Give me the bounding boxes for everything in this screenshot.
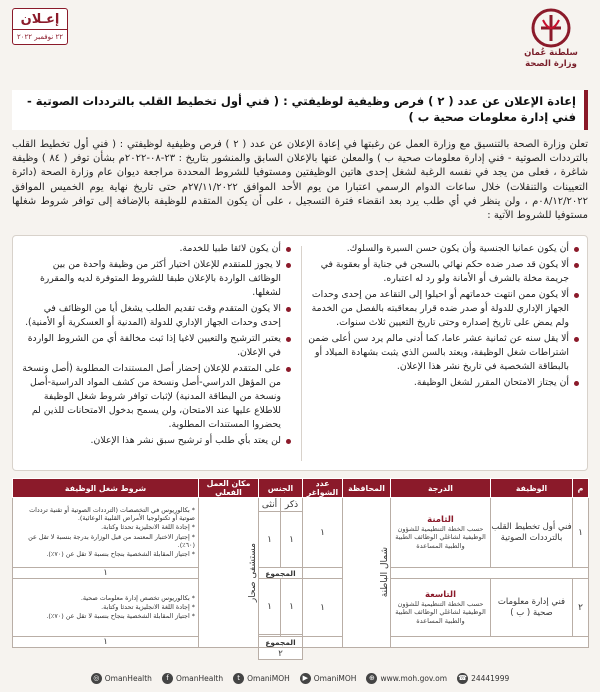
governorate-cell [343,498,391,648]
condition-item [21,332,291,360]
condition-text: ألا يكون قد صدر ضده حكم نهائي بالسجن في جناية أو بعقوبة في جريمة مخلة بالشرف أو الأمانة ولو رد له اعتباره. [320,259,569,284]
bullet-icon [286,439,291,444]
grand-total-row [13,648,589,660]
condition-item [21,362,291,432]
logo-line-2: وزارة الصحة [525,59,577,69]
condition-text: الا يكون المتقدم وقت تقديم الطلب يشغل أيا من الوظائف في إحدى وحدات الجهاز الإداري للدولة (المدنية أو العسكرية أو الأمنية). [25,303,281,328]
footer-label: OmaniMOH [313,673,357,683]
condition-text: على المتقدم للإعلان إحضار أصل المستندات المطلوبة (أصل ونسخة من المؤهل الدراسي-أصل ونسخة من كشف المواد الدراسية-أصل ونسخة من البطاقة المدنية) لإثبات توافر شروط شغل الوظيفة للاطلاع عليها عند الامتحان، ولن يسمح بدخول الامتحانات للذين لم يحضروا المستندات المطلوبة. [22,363,281,430]
grade-title: التاسعة [424,589,457,600]
phone-icon: ☎ [458,673,467,682]
row-job: فني أول تخطيط القلب بالترددات الصوتية [491,498,573,568]
condition-item [301,242,579,256]
row-grade [391,579,491,637]
footer-item[interactable] [233,673,290,684]
subtotal-row [13,568,589,579]
ministry-emblem-icon [531,8,571,48]
table-header-row [13,479,589,498]
header-no: م [573,479,589,498]
row-total: ١ [13,637,199,648]
condition-text: أن يكون عمانيا الجنسية وأن يكون حسن السيرة والسلوك. [346,243,569,254]
ministry-logo [516,8,586,70]
intro-paragraph: تعلن وزارة الصحة بالتنسيق مع وزارة العمل عن رغبتها في إعادة الإعلان عن عدد ( ٢ ) فرص وظيفية لوظيفتي : ( فني أول تخطيط القلب بالترددات الصوتية - فني إدارة معلومات صحية ب ) والمعلن عنها بالإعلان السابق والمنشور بتاريخ : ٢٣-٠٨-٢٠٢٢م بشأن توفر ( ٨٤ ) وظيفة شاغرة ، فعلى من يجد في نفسه الرغبة لشغل إحدى هاتين الوظيفتين ومستوفيا للشروط المحددة مراجعة ديوان عام وزارة الصحة (دائرة التعيينات والتنقلات) خلال ساعات الدوام الرسمي اعتبارا من يوم الأحد الموافق ٢٧/١١/٢٠٢٢م حتى تاريخ نهاية يوم الخميس الموافق ٠٨/١٢/٢٠٢٢م ، ولن ينظر في أي طلب يرد بعد انقضاء فترة التسجيل ، على أن يكون المتقدم للوظيفة بالإضافة إلى توافر شروط شغلها مستوفيا للشروط الآتية : [12,139,589,222]
condition-text: ألا يقل سنه عن ثمانية عشر عاما، كما أدنى مالم يرد سن أعلى ضمن اشتراطات شغل الوظيفة، ويعتد بالسن الذي يثبت بشهادة الميلاد أو بالبطاقة الشخصية في تاريخ نشر هذا الإعلان. [308,333,569,372]
female-count: ١ [259,579,281,635]
badge-date: ٢٢ نوفمبر ٢٠٢٢ [17,33,63,41]
footer [0,664,600,692]
total-label: المجموع [259,568,303,579]
grade-title: الثامنة [427,514,454,525]
condition-text: يعتبر الترشيح والتعيين لاغيا إذا ثبت مخالفة أي من الشروط الواردة في الإعلان. [27,333,281,358]
condition-text: لن يعتد بأي طلب أو ترشيح سبق نشر هذا الإعلان. [90,435,281,446]
spacer-cell [13,648,259,660]
spacer-cell [303,637,343,648]
bullet-icon [286,307,291,312]
bullet-icon [574,381,579,386]
youtube-icon: ▶ [300,673,311,684]
condition-text: ألا يكون ممن انتهت خدماتهم أو احيلوا إلى التقاعد من إحدى وحدات الجهاز الإداري للدولة أو صدر ضده قرار بمعاقبته بالفصل من الخدمة ولم يمض على تاريخ إصداره وحتى تاريخ التعيين ثلاث سنوات. [311,289,569,328]
header-location: مكان العمل الفعلي [199,479,259,498]
governorate-value: شمال الباطنة [380,547,390,598]
column-divider [301,246,302,461]
condition-item [301,332,579,374]
requirement-item: * بكالوريوس تخصص إدارة معلومات صحية. [80,593,195,602]
row-vacancies: ١ [303,579,343,637]
condition-item [21,242,291,256]
globe-icon: ⊕ [366,673,377,684]
male-count: ١ [281,512,303,568]
requirement-item: * بكالوريوس في التخصصات (الترددات الصوتية أو تقنية ترددات صوتية أو تكنولوجيا الأمراض القلبية الوعائية). [29,505,195,523]
requirement-item: * إجادة اللغة الانجليزية تحدثا وكتابة. [101,602,195,611]
conditions-right-column [301,242,579,392]
footer-item[interactable] [91,673,152,684]
instagram-icon: ◎ [91,673,102,684]
condition-item [21,258,291,300]
bullet-icon [574,293,579,298]
spacer-cell [391,568,589,579]
header-governorate: المحافظة [343,479,391,498]
total-label: المجموع [259,637,303,648]
grade-desc: حسب الخطة التنظيمية للشؤون الوظيفية لشاغلي الوظائف الطبية والطبية المساعدة [395,599,486,625]
condition-item [301,376,579,390]
footer-item[interactable] [457,673,509,684]
location-value: مستشفى صحار [248,542,258,603]
location-cell [199,498,259,648]
bullet-icon [286,247,291,252]
grand-total: ٢ [259,648,303,660]
gender-female-label: أنثى [259,498,281,512]
footer-label: 24441999 [471,673,510,683]
facebook-icon: f [162,673,173,684]
spacer-cell [303,568,343,579]
spacer-cell [343,648,589,660]
header-job: الوظيفة [491,479,573,498]
table-row [13,579,589,635]
row-total: ١ [13,568,199,579]
grade-desc: حسب الخطة التنظيمية للشؤون الوظيفية لشاغلي الوظائف الطبية والطبية المساعدة [395,524,486,550]
header-gender: الجنس [259,479,303,498]
row-no: ١ [573,498,589,568]
conditions-left-column [21,242,291,450]
row-no: ٢ [573,579,589,637]
footer-item[interactable] [300,673,357,684]
bullet-icon [286,337,291,342]
bullet-icon [574,337,579,342]
condition-item [21,434,291,448]
requirement-item: * إجتياز الاختبار المعتمد من قبل الوزارة بدرجة بنسبة لا تقل عن (٦٠٪). [28,532,195,549]
subtotal-row [13,637,589,648]
conditions-box [12,235,588,471]
bullet-icon [286,367,291,372]
row-grade [391,498,491,568]
row-requirements [13,498,199,568]
footer-label: www.moh.gov.om [380,673,448,683]
gender-male-label: ذكر [281,498,303,512]
requirement-item: * اجتياز المقابلة الشخصية بنجاح بنسبة لا تقل عن (٧٠٪). [46,612,195,621]
condition-text: أن يجتاز الامتحان المقرر لشغل الوظيفة. [413,377,569,388]
row-requirements [13,579,199,637]
row-vacancies: ١ [303,498,343,568]
spacer-cell [391,637,589,648]
announcement-badge [12,8,68,45]
male-count: ١ [281,579,303,635]
header-vacancies: عدد الشواغر [303,479,343,498]
footer-label: OmaniMOH [247,673,290,683]
header-grade: الدرجة [391,479,491,498]
spacer-cell [303,648,343,660]
footer-item[interactable] [366,673,447,684]
requirement-item: * اجتياز المقابلة الشخصية بنجاح بنسبة لا تقل عن (٧٠٪). [46,549,195,558]
badge-title: إعـلان [13,9,67,30]
logo-line-1: سلطنة عُمان [524,48,578,58]
page-title: إعادة الإعلان عن عدد ( ٢ ) فرص وظيفية لوظيفتي : ( فني أول تخطيط القلب بالترددات الصوتية - فني إدارة معلومات صحية ب ) [12,90,588,130]
bullet-icon [574,263,579,268]
bullet-icon [574,247,579,252]
footer-label: OmanHealth [104,673,152,683]
condition-item [301,258,579,286]
header-requirements: شروط شغل الوظيفة [13,479,199,498]
footer-item[interactable] [162,673,223,684]
footer-label: OmanHealth [175,673,224,683]
condition-item [21,302,291,330]
bullet-icon [286,263,291,268]
condition-text: أن يكون لائقا طبيا للخدمة. [179,243,281,254]
female-count: ١ [259,512,281,568]
jobs-table [12,478,588,659]
table-row [13,498,589,512]
row-job: فني إدارة معلومات صحية ( ب ) [491,579,573,637]
condition-text: لا يجوز للمتقدم للإعلان اختيار أكثر من وظيفة واحدة من بين الوظائف الواردة بالإعلان طبقا للشروط المتوفرة لديه والمقررة لشغلها. [39,259,281,298]
requirement-item: * إجادة اللغة الانجليزية تحدثا وكتابة. [101,523,195,532]
twitter-icon: t [233,673,244,684]
condition-item [301,288,579,330]
